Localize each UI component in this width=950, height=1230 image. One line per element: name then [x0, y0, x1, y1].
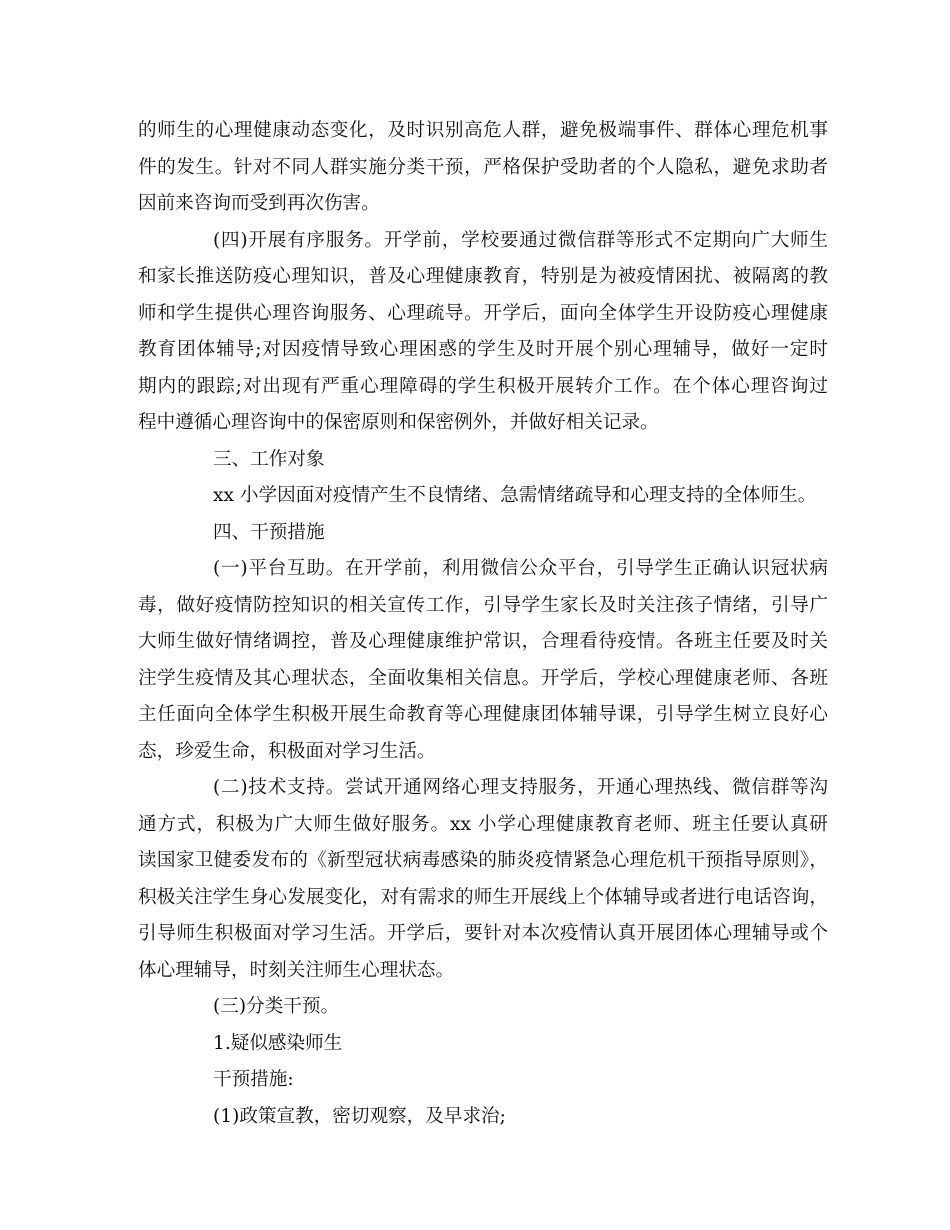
- document-body: [138, 113, 828, 1135]
- list-item: (1)政策宣教，密切观察，及早求治;: [213, 1105, 506, 1127]
- paragraph-line: 注学生疫情及其心理状态，全面收集相关信息。开学后，学校心理健康老师、各班: [138, 667, 828, 689]
- paragraph-line: 引导师生积极面对学习生活。开学后，要针对本次疫情认真开展团体心理辅导或个: [138, 923, 828, 944]
- paragraph-line: (四)开展有序服务。开学前，学校要通过微信群等形式不定期向广大师生: [213, 229, 828, 251]
- section-heading: 四、干预措施: [213, 521, 325, 543]
- paragraph-line: 积极关注学生身心发展变化，对有需求的师生开展线上个体辅导或者进行电话咨询，: [138, 886, 828, 908]
- paragraph-line: 读国家卫健委发布的《新型冠状病毒感染的肺炎疫情紧急心理危机干预指导原则》，: [138, 850, 828, 871]
- paragraph-line: 因前来咨询而受到再次伤害。: [138, 193, 380, 214]
- paragraph-line: 师和学生提供心理咨询服务、心理疏导。开学后，面向全体学生开设防疫心理健康: [138, 302, 828, 324]
- paragraph-line: xx 小学因面对疫情产生不良情绪、急需情绪疏导和心理支持的全体师生。: [213, 485, 817, 506]
- paragraph-line: 件的发生。针对不同人群实施分类干预，严格保护受助者的个人隐私，避免求助者: [138, 156, 828, 178]
- paragraph-line: 态，珍爱生命，积极面对学习生活。: [138, 740, 436, 762]
- paragraph-line: 期内的跟踪;对出现有严重心理障碍的学生积极开展转介工作。在个体心理咨询过: [138, 375, 828, 397]
- paragraph-line: (二)技术支持。尝试开通网络心理支持服务，开通心理热线、微信群等沟: [213, 777, 828, 798]
- subsection-heading: (三)分类干预。: [213, 996, 340, 1017]
- paragraph-line: 主任面向全体学生积极开展生命教育等心理健康团体辅导课，引导学生树立良好心: [138, 704, 828, 725]
- paragraph-line: 干预措施:: [213, 1069, 294, 1090]
- subsection-heading: 1.疑似感染师生: [213, 1032, 343, 1054]
- paragraph-line: 大师生做好情绪调控，普及心理健康维护常识，合理看待疫情。各班主任要及时关: [138, 631, 828, 652]
- paragraph-line: 通方式，积极为广大师生做好服务。xx 小学心理健康教育老师、班主任要认真研: [138, 813, 828, 835]
- paragraph-line: 程中遵循心理咨询中的保密原则和保密例外，并做好相关记录。: [138, 412, 659, 433]
- paragraph-line: 的师生的心理健康动态变化，及时识别高危人群，避免极端事件、群体心理危机事: [138, 120, 828, 141]
- paragraph-line: (一)平台互助。在开学前，利用微信公众平台，引导学生正确认识冠状病: [213, 558, 828, 579]
- paragraph-line: 体心理辅导，时刻关注师生心理状态。: [138, 959, 455, 981]
- paragraph-line: 毒，做好疫情防控知识的相关宣传工作，引导学生家长及时关注孩子情绪，引导广: [138, 594, 828, 616]
- paragraph-line: 和家长推送防疫心理知识，普及心理健康教育，特别是为被疫情困扰、被隔离的教: [138, 266, 828, 287]
- paragraph-line: 教育团体辅导;对因疫情导致心理困惑的学生及时开展个别心理辅导，做好一定时: [138, 339, 828, 360]
- section-heading: 三、工作对象: [213, 448, 325, 470]
